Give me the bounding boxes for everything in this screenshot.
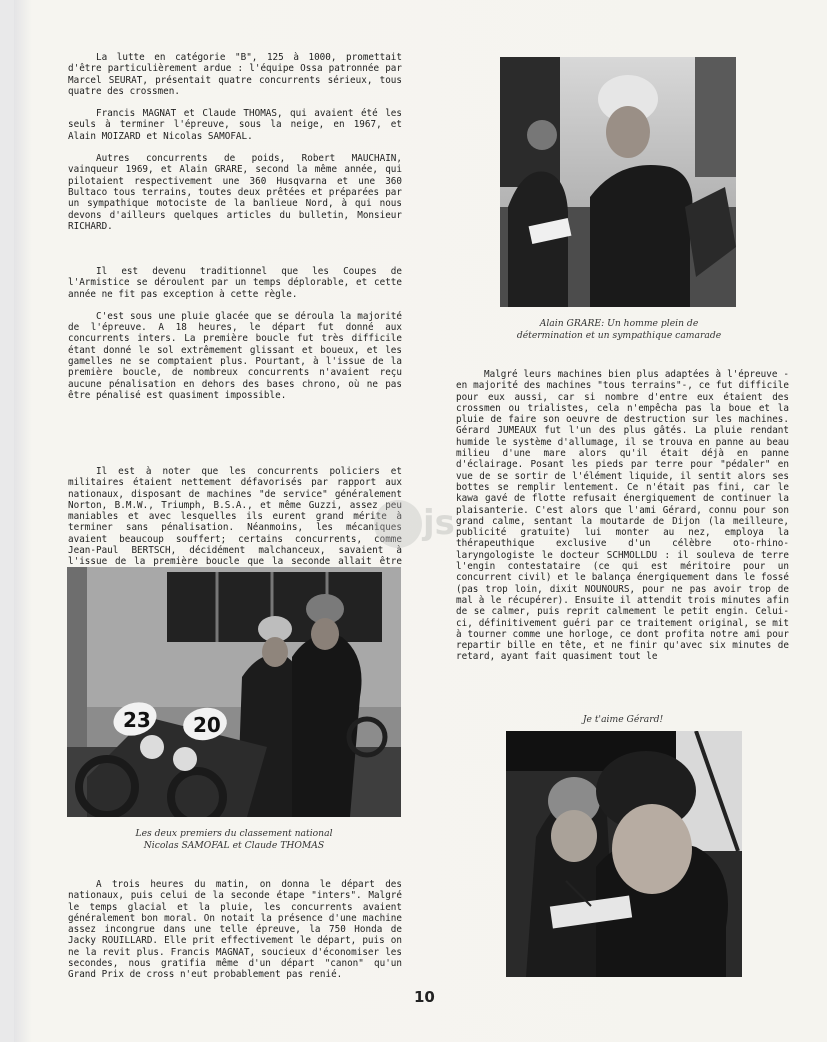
paragraph: Il est devenu traditionnel que les Coupes de l'Armistice se déroulent par un temps déplorable, et cette année ne fit pas exception à cette règle. [68,266,402,300]
paragraph: C'est sous une pluie glacée que se déroula la majorité de l'épreuve. A 18 heures, le départ fut donné aux concurrents inters. La première boucle fut très difficile étant donné le sol extrêmement glissant et boueux, et les gamelles ne se comptaient plus. Pourtant, à l'issue de la première boucle, de nombreux concurrents n'avaient reçu aucune pénalisation en dehors des bases chrono, où ne pas être pénalisé est quasiment impossible. [68,310,402,401]
paragraph: Autres concurrents de poids, Robert MAUCHAIN, vainqueur 1969, et Alain GRARE, second la même année, qui pilotaient respectivement une 360 Husqvarna et une 360 Bultaco tous terrains, toutes deux prêtées et préparées par un sympathique motociste de la banlieue Nord, à qui nous devons d'ailleurs quelques articles du bulletin, Monsieur RICHARD. [68,153,402,232]
text-block-weather [68,266,402,401]
photo-samofal-thomas [67,567,401,817]
race-number-20: 20 [193,713,221,737]
caption-samofal-thomas [67,828,401,851]
photo-gerard [506,731,742,977]
text-block-police [68,466,402,579]
text-block-intro [68,52,402,232]
paragraph: A trois heures du matin, on donna le départ des nationaux, puis celui de la seconde étape "inters". Malgré le temps glacial et la pluie, les concurrents avaient généralement bon moral. On notait la présence d'une machine assez incongrue dans une telle épreuve, la 750 Honda de Jacky ROUILLARD. Elle prit effectivement le départ, puis on ne la revit plus. Francis MAGNAT, soucieux d'économiser les secondes, nous gratifia même d'un départ "canon" qu'un Grand Prix de cross n'eut probablement pas renié. [68,879,402,981]
paragraph: Francis MAGNAT et Claude THOMAS, qui avaient été les seuls à terminer l'épreuve, sous la neige, en 1967, et Alain MOIZARD et Nicolas SAMOFAL. [68,108,402,142]
text-block-gerard [456,369,789,663]
caption-alain-grare [488,318,750,341]
caption-line: Les deux premiers du classement national [135,828,333,839]
caption-line: détermination et un sympathique camarade [516,329,722,341]
page-number: 10 [414,988,435,1006]
race-number-23: 23 [123,708,151,732]
svg-text:js: js [423,503,455,543]
caption-gerard: Je t'aime Gérard! [582,714,664,725]
paragraph: La lutte en catégorie "B", 125 à 1000, promettait d'être particulièrement ardue : l'équipe Ossa patronnée par Marcel SEURAT, présentait quatre concurrents sérieux, tous quatre des crossmen. [68,52,402,97]
paragraph: Il est à noter que les concurrents policiers et militaires étaient nettement défavorisés par rapport aux nationaux, disposant de machines "de service" généralement Norton, B.M.W., Triumph, B.S.A., et même Guzzi, assez maniables et avec lesquelles ils eurent grand mérite terminer sans pénalisation. Néanmoins, les mécaniques avaient beaucoup souffert; certains concurrents, Jean-Paul BERTSCH, décidément malchanceux, savaient à l'issue de la première boucle que la seconde allait être [68,466,402,568]
text-block-night [68,879,402,981]
caption-line: Nicolas SAMOFAL et Claude THOMAS [143,839,325,851]
photo-alain-grare [500,57,736,307]
caption-line: Alain GRARE: Un homme plein de [539,318,699,329]
paragraph: Malgré leurs machines bien plus adaptées à l'épreuve -en majorité des machines "tous terrains"-, ce fut difficile pour eux aussi, car si nombre d'entre eux étaient des crossmen ou trialistes, cela n'empêcha pas la boue et la pluie de faire son oeuvre de destruction sur les machines. Gérard JUMEAUX fut l'un des plus gâtés. La pluie rendant humide le système d'allumage, il se trouva en panne au beau milieu d'une mare alors qu'il était déjà en panne d'éclairage. Posant les pieds par terre pour "pédaler" en vue de se sortir de l'élément liquide, il sentit alors ses bottes se remplir lentement. Ce n'était pas fini, car le kawa gavé de flotte refusait énergiquement de continuer la plaisanterie. C'est alors que l'ami Gérard, connu pour son grand calme, sentant la moutarde de Dijon (la meilleure, publicité gratuite) lui monter au nez, employa la thérapeuthique exclusive d'un célèbre oto-rhino-laryngologiste le docteur SCHMOLLDU : il souleva de terre l'engin contestataire (ce qui est méritoire pour un concurrent civil) et le balança énergiquement dans le fossé (pas trop loin, dixit NOUNOURS, pour ne pas avoir trop de mal à le récupérer). Ensuite il attendit trois minutes afin de se calmer, puis reprit calmement le petit engin. Celui-ci, définitivement guéri par ce traitement original, se mit à tourner comme une horloge, ce dont profita notre ami pour repartir bille en tête, et ne finir qu'avec six minutes de retard, ayant fait quasiment tout le [456,369,789,663]
